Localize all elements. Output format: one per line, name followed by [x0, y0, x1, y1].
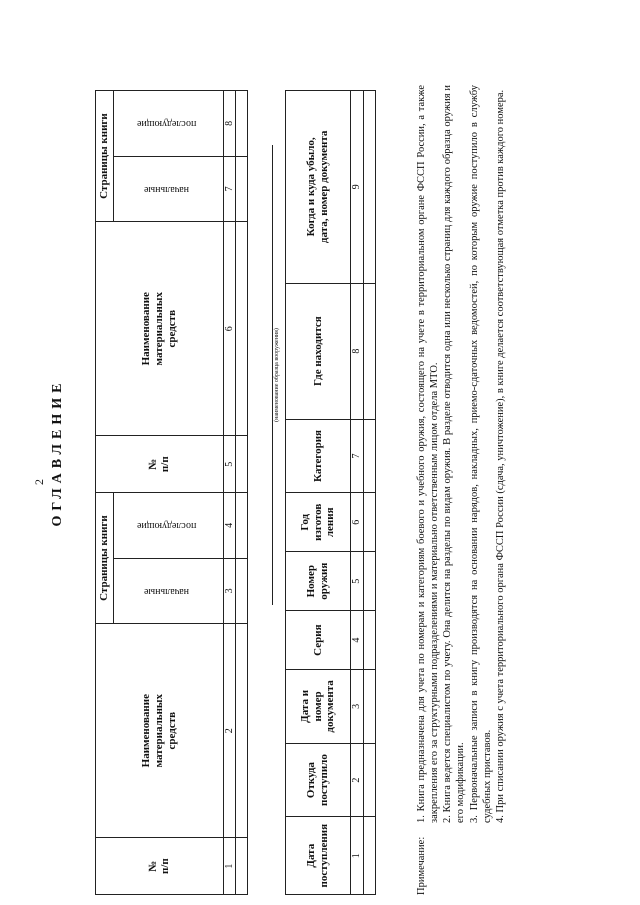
weapon-header-year: Год изготов ления: [286, 493, 351, 552]
toc-col-number: 8: [223, 91, 236, 157]
weapon-header-number: Номер оружия: [286, 552, 351, 611]
toc-col-number: 2: [223, 624, 236, 838]
notes-section: [415, 85, 507, 895]
weapon-col-number: 6: [351, 493, 364, 552]
page-number: 2: [32, 479, 46, 485]
toc-col-number: 3: [223, 558, 236, 624]
weapon-col-number: 1: [351, 817, 364, 895]
toc-col-number: 4: [223, 493, 236, 559]
weapon-col-number: 9: [351, 91, 364, 284]
weapon-col-number: 2: [351, 743, 364, 817]
toc-start-header-2: начальные: [113, 156, 223, 222]
weapon-col-number: 8: [351, 283, 364, 419]
note-item: 1. Книга предназначена для учета по номерам и категориям боевого и учебного оружия, состоящего на учете в территориальном органе ФССП России, а также закрепления его за структурными подразделениями и материально ответственным лицом отдела МТО.: [416, 85, 441, 823]
toc-num-header: № п/п: [96, 838, 224, 895]
notes-label: Примечание:: [416, 836, 427, 895]
toc-pages-header-2: Страницы книги: [96, 91, 114, 222]
weapon-col-number: 7: [351, 419, 364, 493]
toc-pages-header: Страницы книги: [96, 493, 114, 624]
weapon-table: [285, 90, 376, 895]
note-item: 2. Книга ведется специалистом по учету. Она делится на разделы по видам оружия. В разделе отводится одна или несколько страниц для каждого образца оружия и его модификации.: [442, 85, 467, 823]
weapon-col-number: 4: [351, 611, 364, 670]
weapon-caption: (наименование образца вооружения): [272, 145, 280, 605]
weapon-header-source: Откуда поступило: [286, 743, 351, 817]
weapon-col-number: 5: [351, 552, 364, 611]
toc-name-header: Наименование материальных средств: [96, 624, 224, 838]
weapon-header-category: Категория: [286, 419, 351, 493]
toc-name-header-2: Наименование материальных средств: [96, 222, 224, 436]
toc-col-number: 7: [223, 156, 236, 222]
table-of-contents: [95, 90, 248, 895]
table-row: [236, 91, 248, 895]
weapon-header-doc: Дата и номер документа: [286, 670, 351, 744]
table-row: [363, 91, 375, 895]
note-item: 3. Первоначальные записи в книгу производятся на основании нарядов, накладных, приемо-сдаточных ведомостей, по которым оружие поступило в службу судебных приставов.: [468, 85, 493, 823]
weapon-header-departed: Когда и куда убыло, дата, номер документа: [286, 91, 351, 284]
note-item: 4. При списании оружия с учета территориального органа ФССП России (сдача, уничтожение), в книге делается соответствующая отметка против каждого номера.: [494, 89, 506, 823]
weapon-col-number: 3: [351, 670, 364, 744]
toc-start-header: начальные: [113, 558, 223, 624]
page-title: ОГЛАВЛЕНИЕ: [50, 378, 65, 527]
toc-col-number: 1: [223, 838, 236, 895]
weapon-header-location: Где находится: [286, 283, 351, 419]
weapon-header-series: Серия: [286, 611, 351, 670]
weapon-header-date: Дата поступления: [286, 817, 351, 895]
toc-next-header: последующие: [113, 493, 223, 559]
toc-next-header-2: последующие: [113, 91, 223, 157]
toc-col-number: 6: [223, 222, 236, 436]
toc-col-number: 5: [223, 436, 236, 493]
toc-num-header-2: № п/п: [96, 436, 224, 493]
